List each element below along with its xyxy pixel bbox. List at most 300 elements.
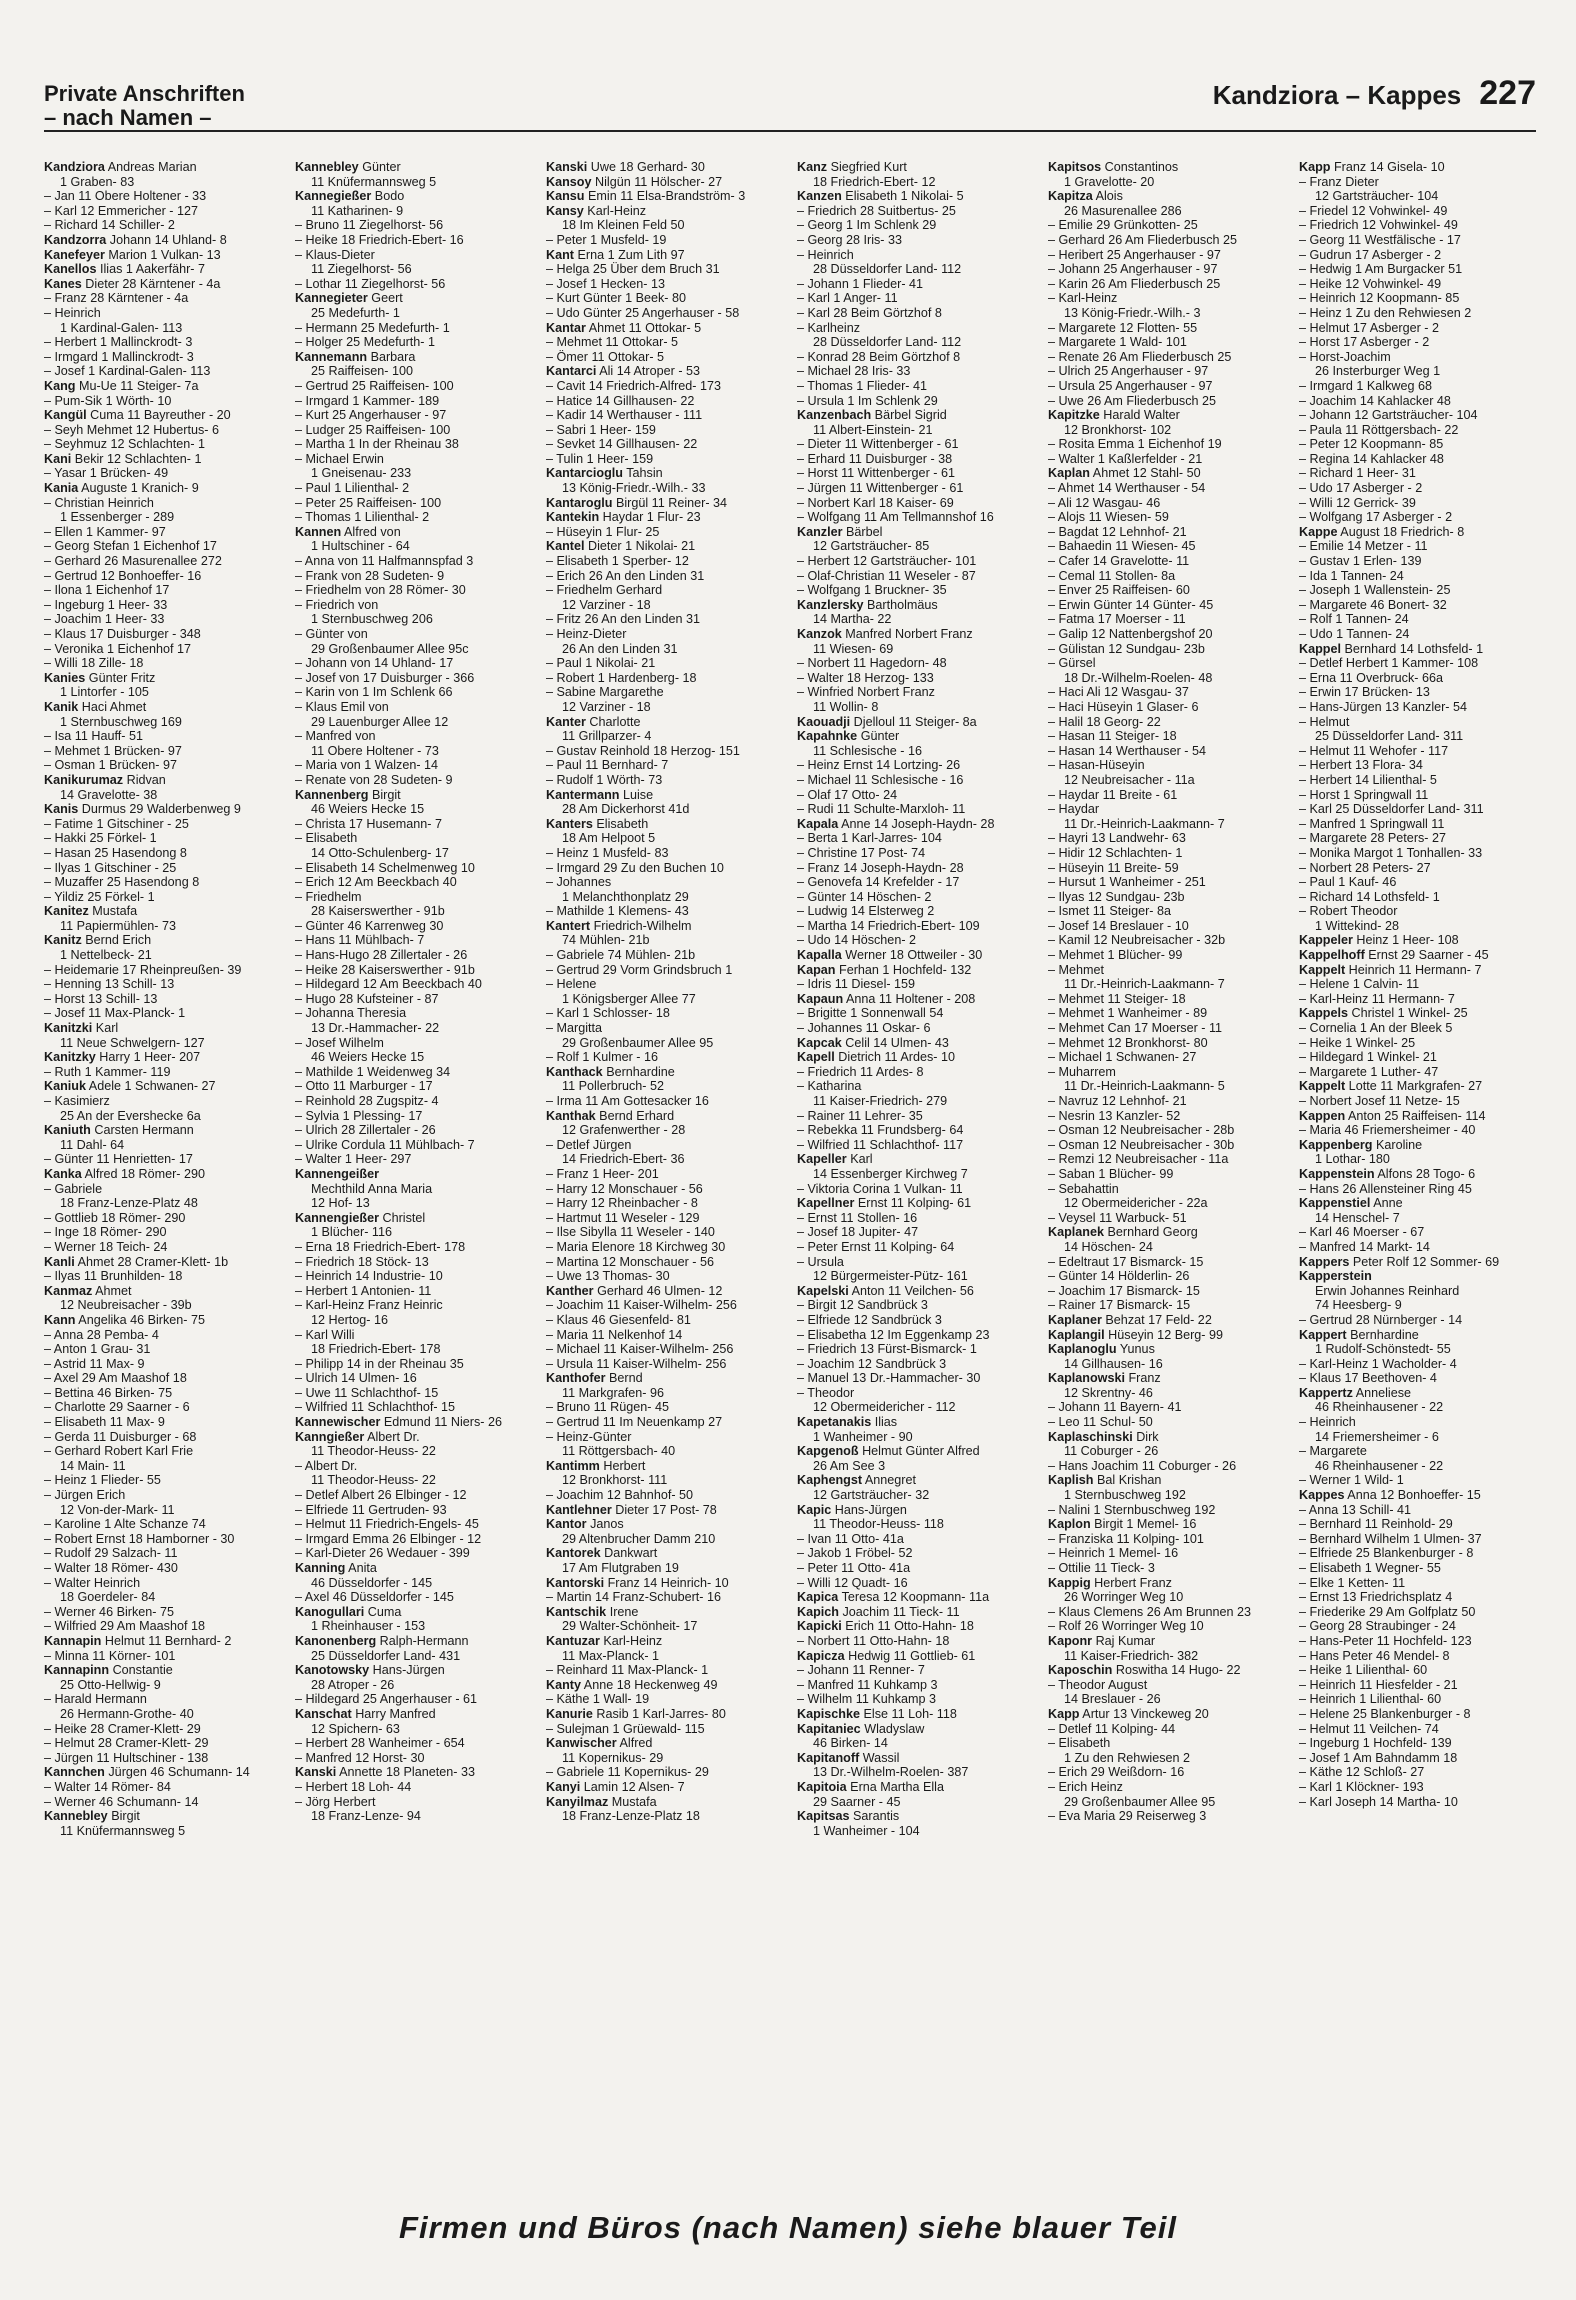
directory-entry: – Brigitte 1 Sonnenwall 54 (797, 1006, 944, 1021)
entry-details: Adele 1 Schwanen- 27 (86, 1079, 216, 1094)
directory-entry: – Friedrich von (295, 597, 379, 612)
directory-entry (546, 1503, 791, 1518)
directory-entry (1299, 1006, 1544, 1021)
directory-entry: – Hursut 1 Wanheimer - 251 (1048, 875, 1206, 890)
directory-entry (546, 248, 791, 263)
entry-surname: Kantschik (546, 1604, 607, 1619)
directory-entry: – Norbert 11 Hagedorn- 48 (797, 656, 947, 671)
entry-surname: Kaniuk (44, 1079, 86, 1094)
directory-entry: – Horst-Joachim (1299, 349, 1391, 364)
entry-surname: Kannegieter (295, 291, 368, 306)
directory-entry (44, 1634, 289, 1649)
entry-surname: Kannegießer (295, 189, 372, 204)
directory-entry: – Saban 1 Blücher- 99 (1048, 1166, 1174, 1181)
directory-entry: – Christian Heinrich (44, 495, 154, 510)
entry-details: Mustafa (88, 904, 138, 919)
directory-entry: 26 Hermann-Grothe- 40 (60, 1706, 194, 1721)
directory-entry (295, 1707, 540, 1722)
entry-surname: Kanefeyer (44, 247, 105, 262)
directory-entry: 18 Friedrich-Ebert- 178 (311, 1342, 441, 1357)
directory-entry: – Enver 25 Raiffeisen- 60 (1048, 583, 1190, 598)
directory-entry: – Maria 11 Nelkenhof 14 (546, 1327, 683, 1342)
directory-entry: – Mehmet 1 Wanheimer - 89 (1048, 1006, 1208, 1021)
directory-entry: – Karl Joseph 14 Martha- 10 (1299, 1794, 1458, 1809)
directory-entry: – Ida 1 Tannen- 24 (1299, 568, 1404, 583)
entry-details: Günter (857, 729, 900, 744)
directory-entry: 1 Lintorfer - 105 (60, 685, 149, 700)
directory-entry (797, 1649, 1042, 1664)
directory-entry: – Erich 29 Weißdorn- 16 (1048, 1765, 1185, 1780)
entry-details: Lotte 11 Markgrafen- 27 (1345, 1079, 1483, 1094)
directory-entry (44, 1123, 289, 1138)
directory-entry (1048, 1576, 1293, 1591)
directory-entry: – Heinrich 11 Hiesfelder - 21 (1299, 1677, 1458, 1692)
directory-entry: 12 Bronkhorst- 111 (562, 1473, 668, 1488)
directory-entry: 1 Gravelotte- 20 (1064, 174, 1155, 189)
directory-entry: – Joachim 11 Kaiser-Wilhelm- 256 (546, 1298, 737, 1313)
entry-details: Mustafa (608, 1794, 657, 1809)
directory-entry: 1 Rudolf-Schönstedt- 55 (1315, 1342, 1451, 1357)
directory-entry (797, 408, 1042, 423)
directory-entry (1299, 1109, 1544, 1124)
directory-entry: 13 König-Friedr.-Wilh.- 33 (562, 481, 706, 496)
directory-entry: – Heinrich 12 Koopmann- 85 (1299, 291, 1460, 306)
directory-entry: – Helene 25 Blankenburger - 8 (1299, 1706, 1471, 1721)
directory-entry: – Friedrich 28 Suitbertus- 25 (797, 203, 956, 218)
directory-entry: – Klaus-Dieter (295, 247, 375, 262)
directory-entry: – Udo 14 Höschen- 2 (797, 933, 917, 948)
directory-entry: – Heinrich 14 Industrie- 10 (295, 1269, 443, 1284)
entry-details: Hüseyin 12 Berg- 99 (1104, 1327, 1223, 1342)
directory-entry (295, 1765, 540, 1780)
directory-entry: – Lothar 11 Ziegelhorst- 56 (295, 276, 446, 291)
directory-entry: – Jan 11 Obere Holtener - 33 (44, 189, 207, 204)
entry-details: Bärbel Sigrid (871, 408, 947, 423)
directory-entry: 26 Masurenallee 286 (1064, 203, 1182, 218)
entry-details: Ferhan 1 Hochfeld- 132 (835, 962, 972, 977)
entry-surname: Kappel (1299, 641, 1341, 656)
entry-details: Artur 13 Vinckeweg 20 (1079, 1706, 1209, 1721)
directory-entry (44, 1284, 289, 1299)
directory-entry: 11 Katharinen- 9 (311, 203, 404, 218)
directory-entry: – Heinz 1 Flieder- 55 (44, 1473, 161, 1488)
directory-entry: – Bahaedin 11 Wiesen- 45 (1048, 539, 1196, 554)
directory-entry: 11 Markgrafen- 96 (562, 1385, 664, 1400)
directory-entry: – Georg 11 Westfälische - 17 (1299, 232, 1461, 247)
directory-entry (44, 408, 289, 423)
directory-entry: – Joachim 14 Kahlacker 48 (1299, 393, 1451, 408)
directory-entry: – Robert Theodor (1299, 904, 1398, 919)
directory-entry: 29 Großenbaumer Allee 95c (311, 641, 469, 656)
directory-entry (44, 1050, 289, 1065)
entry-surname: Kapcak (797, 1035, 842, 1050)
entry-surname: Kappelhoff (1299, 948, 1365, 963)
directory-entry: – Edeltraut 17 Bismarck- 15 (1048, 1254, 1204, 1269)
entry-surname: Kantor (546, 1517, 587, 1532)
directory-entry: – Mehmet (1048, 962, 1104, 977)
entry-surname: Kaplan (1048, 466, 1090, 481)
directory-entry (295, 1605, 540, 1620)
page-number: 227 (1479, 74, 1536, 112)
directory-entry: – Heike 28 Kaiserswerther - 91b (295, 962, 475, 977)
directory-entry: – Ilona 1 Eichenhof 17 (44, 583, 170, 598)
directory-entry: – Jörg Herbert (295, 1794, 376, 1809)
entry-details: Hans-Jürgen (369, 1663, 445, 1678)
directory-entry: 12 Neubreisacher - 39b (60, 1298, 192, 1313)
directory-entry: – Friedhelm (295, 889, 362, 904)
directory-entry: – Osman 12 Neubreisacher - 28b (1048, 1123, 1235, 1138)
directory-entry (1048, 1634, 1293, 1649)
directory-entry (546, 1065, 791, 1080)
directory-entry: – Peter Ernst 11 Kolping- 64 (797, 1239, 955, 1254)
directory-entry (546, 1576, 791, 1591)
directory-entry: – Holger 25 Medefurth- 1 (295, 335, 436, 350)
directory-entry: – Hans Peter 46 Mendel- 8 (1299, 1648, 1450, 1663)
directory-entry: – Herbert 1 Mallinckrodt- 3 (44, 335, 193, 350)
entry-details: Mu-Ue 11 Steiger- 7a (75, 378, 199, 393)
name-range: Kandziora – Kappes (1212, 80, 1462, 110)
directory-entry: – Ilyas 11 Brunhilden- 18 (44, 1269, 183, 1284)
entry-details: Franz (1124, 1371, 1161, 1386)
directory-entry: – Erwin 17 Brücken- 13 (1299, 685, 1430, 700)
directory-entry: – Hans 11 Mühlbach- 7 (295, 933, 425, 948)
directory-entry: – Haydar 11 Breite - 61 (1048, 787, 1178, 802)
entry-details: Harald Walter (1099, 408, 1180, 423)
entry-details: Karl-Heinz (599, 1633, 663, 1648)
entry-details: Bekir 12 Schlachten- 1 (71, 451, 202, 466)
directory-entry: – Georg 1 Im Schlenk 29 (797, 218, 937, 233)
directory-entry: 12 Neubreisacher - 11a (1064, 772, 1195, 787)
directory-entry: – Seyhmuz 12 Schlachten- 1 (44, 437, 206, 452)
entry-surname: Kapalla (797, 948, 842, 963)
entry-surname: Kappen (1299, 1108, 1346, 1123)
directory-entry: – Werner 46 Schumann- 14 (44, 1794, 199, 1809)
entry-surname: Kantert (546, 918, 591, 933)
entry-details: Auguste 1 Kranich- 9 (78, 481, 199, 496)
entry-surname: Kappe (1299, 524, 1338, 539)
directory-entry: – Heike 1 Winkel- 25 (1299, 1035, 1416, 1050)
entry-surname: Kanyilmaz (546, 1794, 609, 1809)
entry-surname: Kaplanowski (1048, 1371, 1125, 1386)
entry-surname: Kangül (44, 408, 87, 423)
directory-entry: – Irmgard 1 Mallinckrodt- 3 (44, 349, 194, 364)
directory-entry: – Halil 18 Georg- 22 (1048, 714, 1161, 729)
directory-entry: 25 Raiffeisen- 100 (311, 364, 413, 379)
directory-entry: – Karoline 1 Alte Schanze 74 (44, 1517, 206, 1532)
entry-details: Anne (1370, 1196, 1403, 1211)
directory-entry: – Albert Dr. (295, 1458, 358, 1473)
directory-entry: 18 Im Kleinen Feld 50 (562, 218, 685, 233)
directory-entry: 14 Breslauer - 26 (1064, 1692, 1161, 1707)
directory-entry: 26 An den Linden 31 (562, 641, 678, 656)
entry-surname: Kanthofer (546, 1371, 606, 1386)
directory-entry: – Peter 25 Raiffeisen- 100 (295, 495, 442, 510)
entry-details: Bartholmäus (863, 597, 938, 612)
directory-entry: – Michael 11 Kaiser-Wilhelm- 256 (546, 1342, 734, 1357)
directory-entry (1299, 1386, 1544, 1401)
directory-entry: – Erhard 11 Duisburger - 38 (797, 451, 953, 466)
directory-entry: 18 Goerdeler- 84 (60, 1590, 156, 1605)
directory-entry: – Sulejman 1 Grüewald- 115 (546, 1721, 705, 1736)
entry-surname: Kapeller (797, 1152, 847, 1167)
entry-details: Durmus 29 Walderbenweg 9 (78, 802, 241, 817)
entry-surname: Kanonenberg (295, 1633, 377, 1648)
directory-entry: – Olaf 17 Otto- 24 (797, 787, 898, 802)
entry-surname: Kannebley (295, 160, 359, 174)
directory-entry: – Rainer 17 Bismarck- 15 (1048, 1298, 1191, 1313)
entry-details: Karl-Heinz (583, 203, 647, 218)
directory-entry: – Hugo 28 Kufsteiner - 87 (295, 991, 439, 1006)
entry-surname: Kantel (546, 539, 585, 554)
directory-entry: – Joachim 12 Sandbrück 3 (797, 1356, 947, 1371)
entry-details: Alfons 28 Togo- 6 (1374, 1166, 1476, 1181)
entry-surname: Kanther (546, 1283, 594, 1298)
directory-entry: 12 Hof- 13 (311, 1196, 370, 1211)
directory-entry: 14 Gravelotte- 38 (60, 787, 158, 802)
directory-entry: – Kurt Günter 1 Beek- 80 (546, 291, 687, 306)
directory-entry: – Mehmet Can 17 Moerser - 11 (1048, 1021, 1223, 1036)
entry-details: Alois (1092, 189, 1123, 204)
directory-entry: – Herbert 28 Wanheimer - 654 (295, 1736, 465, 1751)
entry-surname: Kanogullari (295, 1604, 365, 1619)
directory-entry (546, 919, 791, 934)
directory-entry: – Franz 14 Joseph-Haydn- 28 (797, 860, 964, 875)
entry-details: Herbert (599, 1458, 646, 1473)
directory-entry: – Heidemarie 17 Rheinpreußen- 39 (44, 962, 242, 977)
entry-surname: Kannapinn (44, 1663, 110, 1678)
directory-entry: – Norbert Josef 11 Netze- 15 (1299, 1094, 1460, 1108)
directory-entry: – Franz 28 Kärntener - 4a (44, 291, 189, 306)
directory-entry: – Reinhard 11 Max-Planck- 1 (546, 1663, 709, 1678)
directory-entry: 11 Kaiser-Friedrich- 382 (1064, 1648, 1199, 1663)
directory-entry: – Gerhard 26 Masurenallee 272 (44, 554, 222, 569)
directory-entry: – Günter 14 Höschen- 2 (797, 889, 932, 904)
directory-entry: – Hasan-Hüseyin (1048, 758, 1145, 773)
entry-surname: Kapaun (797, 991, 844, 1006)
directory-entry: – Ernst 13 Friedrichsplatz 4 (1299, 1590, 1453, 1605)
directory-entry: 12 Spichern- 63 (311, 1721, 400, 1736)
entry-surname: Kapitaniec (797, 1721, 861, 1736)
directory-entry: – Karl 28 Beim Görtzhof 8 (797, 305, 942, 320)
directory-entry: 28 Kaiserswerther - 91b (311, 904, 445, 919)
directory-entry (546, 1707, 791, 1722)
directory-entry: – Herbert 12 Gartsträucher- 101 (797, 554, 977, 569)
directory-entry: 46 Düsseldorfer - 145 (311, 1575, 433, 1590)
entry-details: Erna 1 Zum Lith 97 (574, 247, 685, 262)
entry-surname: Kantarcioglu (546, 466, 623, 481)
entry-surname: Kaponr (1048, 1633, 1093, 1648)
directory-entry (797, 627, 1042, 642)
directory-entry (44, 802, 289, 817)
directory-entry: – Gertrud 11 Im Neuenkamp 27 (546, 1415, 723, 1430)
directory-entry: – Ursula (797, 1254, 844, 1269)
directory-entry: – Robert 1 Hardenberg- 18 (546, 670, 697, 685)
entry-details: Bodo (371, 189, 405, 204)
directory-entry: – Helmut (1299, 714, 1350, 729)
directory-column-5 (1048, 160, 1293, 2180)
directory-entry: – Remzi 12 Neubreisacher - 11a (1048, 1152, 1229, 1167)
entry-surname: Kannewischer (295, 1415, 381, 1430)
directory-entry: – Ilse Sibylla 11 Weseler - 140 (546, 1225, 715, 1240)
directory-entry: – Mehmet 11 Ottokar- 5 (546, 335, 679, 350)
entry-details: Edmund 11 Niers- 26 (380, 1415, 502, 1430)
directory-entry (797, 1415, 1042, 1430)
directory-entry: – Walter 18 Herzog- 133 (797, 670, 934, 685)
directory-entry: 17 Am Flutgraben 19 (562, 1561, 679, 1575)
directory-entry: 18 Dr.-Wilhelm-Roelen- 48 (1064, 670, 1213, 685)
directory-entry: – Michael 1 Schwanen- 27 (1048, 1050, 1197, 1065)
entry-details: Birgül 11 Reiner- 34 (612, 495, 728, 510)
directory-entry: 11 Papiermühlen- 73 (60, 918, 176, 933)
directory-entry: 12 Grafenwerther - 28 (562, 1123, 686, 1138)
entry-details: Bernhard 14 Lothsfeld- 1 (1341, 641, 1484, 656)
directory-entry: – Kurt 25 Angerhauser - 97 (295, 408, 447, 423)
directory-entry: – Hasan 25 Hasendong 8 (44, 845, 187, 860)
directory-entry: 13 Dr.-Hammacher- 22 (311, 1021, 440, 1036)
entry-surname: Kanitzki (44, 1021, 93, 1036)
directory-entry (1299, 963, 1544, 978)
directory-entry: – Wilhelm 11 Kuhkamp 3 (797, 1692, 937, 1707)
entry-surname: Kapahnke (797, 729, 858, 744)
directory-entry (546, 189, 791, 204)
entry-surname: Kapetanakis (797, 1415, 872, 1430)
directory-entry: 11 Theodor-Heuss- 22 (311, 1444, 436, 1459)
directory-entry (797, 1590, 1042, 1605)
directory-entry: – Wilfried 11 Schlachthof- 15 (295, 1400, 456, 1415)
directory-entry: – Ulrich 14 Ulmen- 16 (295, 1371, 417, 1386)
directory-entry: 25 Otto-Hellwig- 9 (60, 1677, 161, 1692)
entry-surname: Kaouadji (797, 714, 851, 729)
directory-entry: – Otto 11 Marburger - 17 (295, 1079, 433, 1094)
directory-entry: – Friederike 29 Am Golfplatz 50 (1299, 1604, 1476, 1619)
directory-entry: 1 Essenberger - 289 (60, 510, 175, 525)
directory-entry: 12 Skrentny- 46 (1064, 1385, 1153, 1400)
directory-entry: 11 Dr.-Heinrich-Laakmann- 5 (1064, 1079, 1225, 1094)
directory-entry (797, 817, 1042, 832)
entry-surname: Kaplangil (1048, 1327, 1105, 1342)
directory-entry: – Heinz 1 Musfeld- 83 (546, 845, 669, 860)
directory-entry (44, 379, 289, 394)
entry-surname: Kanschat (295, 1706, 352, 1721)
entry-details: Bernhardine (1346, 1327, 1419, 1342)
directory-entry (44, 1313, 289, 1328)
directory-entry: – Anna von 11 Halfmannspfad 3 (295, 554, 474, 569)
directory-column-6 (1299, 160, 1544, 2180)
entry-surname: Kann (44, 1312, 76, 1327)
directory-entry: – Rolf 26 Worringer Weg 10 (1048, 1619, 1204, 1634)
directory-entry: 18 Franz-Lenze-Platz 18 (562, 1809, 700, 1824)
directory-entry: – Georg Stefan 1 Eichenhof 17 (44, 539, 217, 554)
directory-entry: – Elke 1 Ketten- 11 (1299, 1575, 1406, 1590)
directory-entry: – Willi 12 Quadt- 16 (797, 1575, 908, 1590)
directory-entry: – Ulrich 28 Zillertaler - 26 (295, 1123, 436, 1138)
directory-entry: – Bernhard Wilhelm 1 Ulmen- 37 (1299, 1531, 1482, 1546)
entry-surname: Kappert (1299, 1327, 1347, 1342)
directory-entry: – Regina 14 Kahlacker 48 (1299, 451, 1444, 466)
directory-entry (797, 1050, 1042, 1065)
directory-entry (546, 1605, 791, 1620)
entry-details: Geert (367, 291, 403, 306)
directory-entry: – Alojs 11 Wiesen- 59 (1048, 510, 1169, 525)
directory-entry: – Günter 11 Henrietten- 17 (44, 1152, 193, 1167)
entry-details: Dieter 28 Kärntener - 4a (81, 276, 221, 291)
footer-note: Firmen und Büros (nach Namen) siehe blauer Teil (399, 2210, 1177, 2245)
directory-entry: – Michael 11 Schlesische - 16 (797, 772, 964, 787)
entry-details: Bernd Erich (81, 933, 152, 948)
directory-entry: 25 Medefurth- 1 (311, 305, 400, 320)
directory-entry: 29 Großenbaumer Allee 95 (1064, 1794, 1216, 1809)
directory-entry: 1 Graben- 83 (60, 174, 135, 189)
directory-column-1 (44, 160, 289, 2180)
directory-entry: – Willi 12 Gerrick- 39 (1299, 495, 1416, 510)
entry-surname: Kappes (1299, 1488, 1345, 1503)
directory-entry: – Erich Heinz (1048, 1779, 1123, 1794)
directory-entry: – Emilie 14 Metzer - 11 (1299, 539, 1428, 554)
directory-entry: 11 Kopernikus- 29 (562, 1750, 664, 1765)
directory-entry: – Ahmet 14 Werthauser - 54 (1048, 481, 1206, 496)
directory-entry (546, 466, 791, 481)
directory-entry: 11 Knüfermannsweg 5 (311, 174, 437, 189)
directory-entry: 1 Blücher- 116 (311, 1225, 392, 1240)
directory-entry: – Horst 11 Wittenberger - 61 (797, 466, 955, 481)
directory-entry: – Margarete 12 Flotten- 55 (1048, 320, 1198, 335)
directory-entry: – Ismet 11 Steiger- 8a (1048, 904, 1171, 919)
directory-entry: – Elisabeth 11 Max- 9 (44, 1415, 165, 1430)
entry-surname: Kapan (797, 962, 836, 977)
directory-entry: – Hildegard 12 Am Beeckbach 40 (295, 977, 482, 992)
entry-surname: Kani (44, 451, 72, 466)
directory-entry: – Karlheinz (797, 320, 861, 335)
directory-entry: – Rolf 1 Kulmer - 16 (546, 1050, 658, 1065)
entry-details: Raj Kumar (1092, 1633, 1156, 1648)
directory-entry: 11 Pollerbruch- 52 (562, 1079, 664, 1094)
directory-entry: – Gertrud 28 Nürnberger - 14 (1299, 1312, 1463, 1327)
entry-details: Anita (345, 1561, 377, 1575)
directory-entry: – Osman 1 Brücken- 97 (44, 758, 177, 773)
directory-entry: – Henning 13 Schill- 13 (44, 977, 175, 992)
directory-entry: 11 Wollin- 8 (813, 699, 879, 714)
directory-entry: 13 König-Friedr.-Wilh.- 3 (1064, 305, 1201, 320)
directory-entry: 12 Obermeidericher - 112 (813, 1400, 956, 1415)
directory-entry: – Klaus 46 Giesenfeld- 81 (546, 1312, 691, 1327)
entry-surname: Kaposchin (1048, 1663, 1113, 1678)
section-title-line1: Private Anschriften (44, 81, 245, 106)
directory-entry: 1 Sternbuschweg 206 (311, 612, 433, 627)
entry-details: Djelloul 11 Steiger- 8a (850, 714, 977, 729)
directory-entry (1048, 1473, 1293, 1488)
entry-surname: Kannengießer (295, 1210, 379, 1225)
directory-entry: – Robert Ernst 18 Hamborner - 30 (44, 1531, 235, 1546)
directory-entry: 12 Varziner - 18 (562, 699, 651, 714)
directory-entry: – Heike 18 Friedrich-Ebert- 16 (295, 232, 464, 247)
directory-entry: – Uwe 11 Schlachthof- 15 (295, 1385, 439, 1400)
directory-entry: – Karl 25 Düsseldorfer Land- 311 (1299, 802, 1484, 817)
directory-entry: – Veronika 1 Eichenhof 17 (44, 641, 192, 656)
entry-details: Ralph-Hermann (376, 1633, 469, 1648)
entry-details: Cuma 11 Bayreuther - 20 (86, 408, 231, 423)
directory-entry: 14 Martha- 22 (813, 612, 892, 627)
directory-entry: – Erwin Günter 14 Günter- 45 (1048, 597, 1214, 612)
directory-entry (546, 1546, 791, 1561)
directory-entry: – Gudrun 17 Asberger - 2 (1299, 247, 1442, 262)
directory-entry: – Josef 14 Breslauer - 10 (1048, 918, 1189, 933)
entry-details: Bal Krishan (1093, 1473, 1162, 1488)
directory-entry: 46 Rheinhausener - 22 (1315, 1458, 1444, 1473)
entry-details: Wassil (859, 1750, 900, 1765)
directory-entry: – Uwe 26 Am Fliederbusch 25 (1048, 393, 1217, 408)
entry-details: Anton 11 Veilchen- 56 (848, 1283, 974, 1298)
directory-entry: – Richard 14 Lothsfeld- 1 (1299, 889, 1440, 904)
